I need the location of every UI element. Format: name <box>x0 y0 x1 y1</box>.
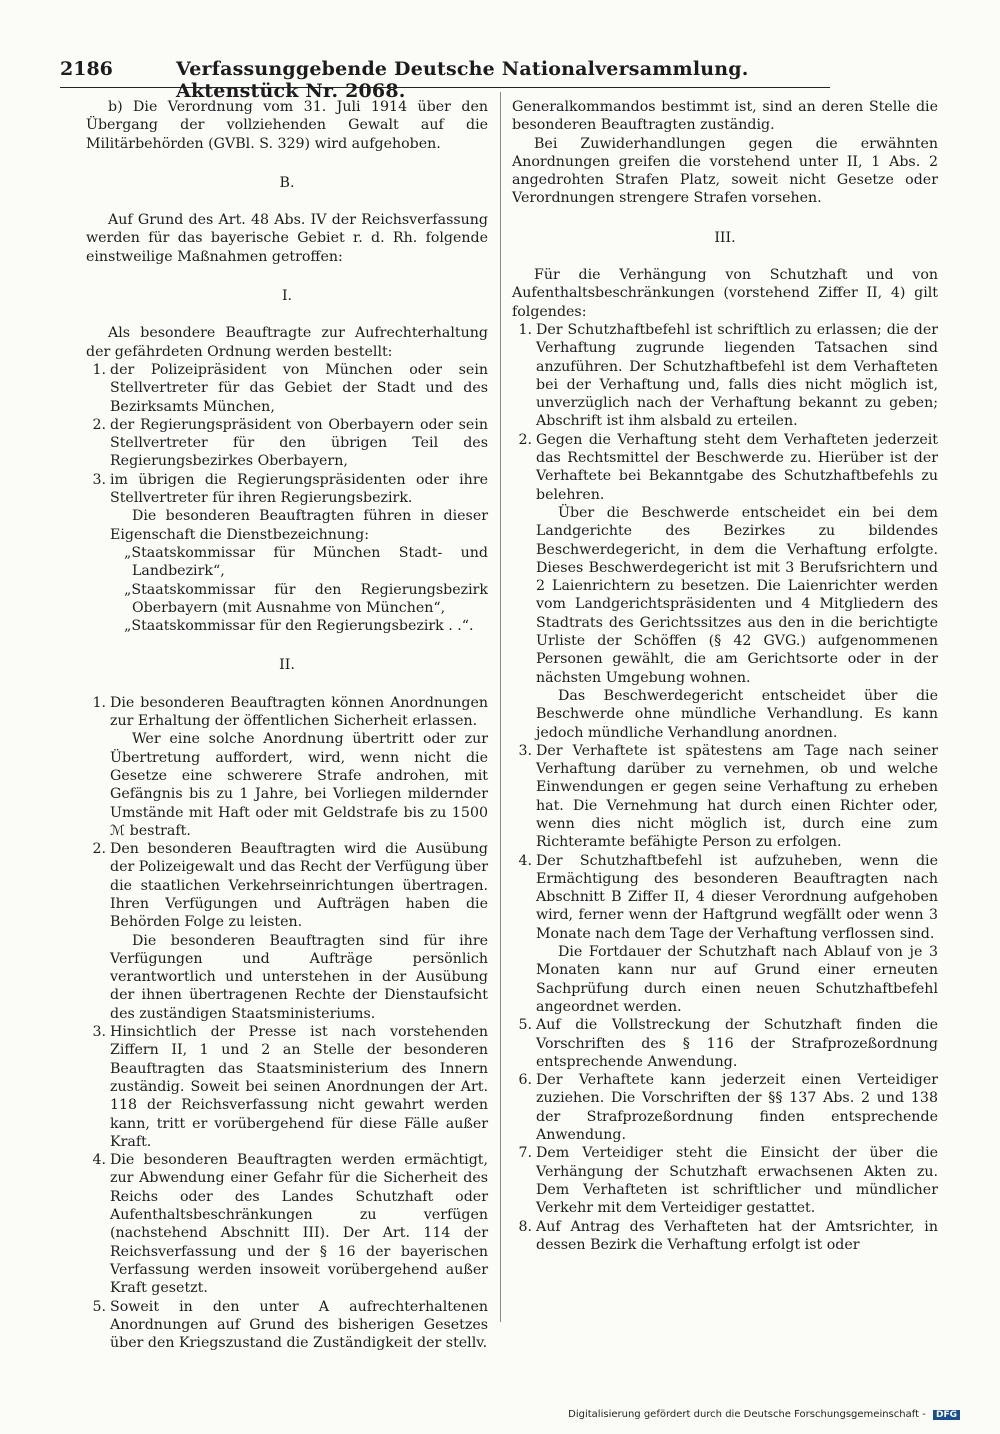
item-subparagraph: Die besonderen Beauftragten sind für ihre Verfügungen und Aufträge persönlich verantwortlich und unterstehen in der Ausübung der ihnen übertragenen Rechte der Dienstaufsicht des zuständigen Staatsministeriums. <box>110 932 488 1022</box>
item-text: Der Schutzhaftbefehl ist aufzuheben, wenn die Ermächtigung des besonderen Beauftragten nach Abschnitt B Ziffer II, 4 dieser Verordnung aufgehoben wird, ferner wenn der Haftgrund wegfällt oder wenn 3 Monate nach dem Tage der Verhaftung verflossen sind. <box>536 852 938 942</box>
continuation-subparagraph: Bei Zuwiderhandlungen gegen die erwähnten Anordnungen greifen die vorstehend unter II, 1 Abs. 2 angedrohten Strafen Platz, soweit nicht Gesetze oder Verordnungen strengere Strafen vorsehen. <box>512 135 938 207</box>
list-item <box>86 361 488 416</box>
dfg-logo: DFG <box>933 1410 960 1420</box>
list-item <box>512 1016 938 1071</box>
item-text: Hinsichtlich der Presse ist nach vorstehenden Ziffern II, 1 und 2 an Stelle der besonderen Beauftragten das Staatsministerium des Innern zuständig. Soweit bei seinen Anordnungen der Art. 118 der Reichsverfassung nicht gewahrt werden kann, tritt er vorübergehend für diese Fälle außer Kraft. <box>110 1024 488 1150</box>
item-number: 7. <box>518 1145 532 1162</box>
item-text: Der Verhaftete kann jederzeit einen Verteidiger zuziehen. Die Vorschriften der §§ 137 Abs. 2 und 138 der Strafprozeßordnung finden entsprechende Anwendung. <box>536 1072 938 1144</box>
item-number: 2. <box>518 431 532 448</box>
continuation-paragraph: Generalkommandos bestimmt ist, sind an deren Stelle die besonderen Beauftragten zuständig. <box>512 99 938 134</box>
item-number: 4. <box>518 852 532 869</box>
item-text: der Polizeipräsident von München oder sein Stellvertreter für das Gebiet der Stadt und des Bezirksamts München, <box>110 361 488 415</box>
item-text: Auf die Vollstreckung der Schutzhaft finden die Vorschriften des § 116 der Strafprozeßordnung entsprechende Anwendung. <box>536 1017 938 1070</box>
item-number: 8. <box>518 1218 532 1235</box>
page-number: 2186 <box>60 58 113 80</box>
footer-text: Digitalisierung gefördert durch die Deutsche Forschungsgemeinschaft - <box>568 1409 926 1420</box>
item-text: Der Verhaftete ist spätestens am Tage nach seiner Verhaftung darüber zu vernehmen, ob und welche Einwendungen er gegen seine Verhaftung zu erheben hat. Die Vernehmung hat durch einen Richter oder, wenn dies nicht möglich ist, durch eine zum Richteramte befähigte Person zu erfolgen. <box>536 742 938 851</box>
item-subparagraph: Die besonderen Beauftragten führen in dieser Eigenschaft die Dienstbezeichnung: <box>110 508 488 543</box>
item-number: 3. <box>92 471 106 488</box>
list-item <box>512 1218 938 1255</box>
item-number: 6. <box>518 1072 532 1089</box>
intro-paragraph: b) Die Verordnung vom 31. Juli 1914 über den Übergang der vollziehenden Gewalt auf die Militärbehörden (GVBl. S. 329) wird aufgehoben. <box>86 99 488 152</box>
list-item <box>86 840 488 1023</box>
item-text: Die besonderen Beauftragten werden ermächtigt, zur Abwendung einer Gefahr für die Sicherheit des Reichs oder des Landes Schutzhaft oder Aufenthaltsbeschränkungen zu verfügen (nachstehend Abschnitt III). Der Art. 114 der Reichsverfassung und der § 16 der bayerischen Verfassung werden insoweit vorübergehend außer Kraft gesetzt. <box>110 1152 488 1297</box>
quote-line: „Staatskommissar für den Regierungsbezirk Oberbayern (mit Ausnahme von München“, <box>124 581 488 616</box>
item-subparagraph: Die Fortdauer der Schutzhaft nach Ablauf von je 3 Monaten kann nur auf Grund einer erneuten Sachprüfung durch einen neuen Schutzhaftbefehl angeordnet werden. <box>536 944 938 1015</box>
list-item <box>512 321 938 431</box>
running-title: Verfassunggebende Deutsche Nationalversammlung. Aktenstück Nr. 2068. <box>176 58 749 102</box>
item-number: 2. <box>92 841 106 858</box>
list-item <box>86 416 488 471</box>
item-text: der Regierungspräsident von Oberbayern oder sein Stellvertreter für den übrigen Teil des Regierungsbezirkes Oberbayern, <box>110 416 488 470</box>
item-number: 2. <box>92 416 106 433</box>
item-text: Auf Antrag des Verhafteten hat der Amtsrichter, in dessen Bezirk die Verhaftung erfolgt ist oder <box>536 1218 938 1253</box>
item-number: 4. <box>92 1152 106 1169</box>
header-rule <box>60 87 830 88</box>
page-header <box>60 58 830 102</box>
section-heading-ii: II. <box>279 657 295 674</box>
section-heading-b: B. <box>279 174 295 191</box>
list-item <box>512 1071 938 1144</box>
item-number: 1. <box>92 694 106 711</box>
item-text: Dem Verteidiger steht die Einsicht der über die Verhängung der Schutzhaft erwachsenen Akten zu. Dem Verhafteten ist schriftlicher und mündlicher Verkehr mit dem Verteidiger gestattet. <box>536 1145 938 1217</box>
digitization-footer <box>568 1409 960 1420</box>
list-item <box>86 471 488 544</box>
column-divider <box>500 92 501 1322</box>
quote-line: „Staatskommissar für München Stadt- und Landbezirk“, <box>124 544 488 580</box>
right-column <box>512 98 938 1254</box>
item-number: 1. <box>518 321 532 338</box>
list-item <box>512 431 938 742</box>
item-subparagraph: Über die Beschwerde entscheidet ein bei dem Landgerichte des Bezirkes zu bildendes Beschwerdegericht, in dem die Verhaftung erfolgte. Dieses Beschwerdegericht ist mit 3 Berufsrichtern und 2 Laienrichtern zu besetzen. Die Laienrichter werden vom Landgerichtspräsidenten und 4 Mitgliedern des Stadtrats des Gerichtssitzes aus den in die berichtigte Urliste der Schöffen (§ 42 GVG.) aufgenommenen Personen gewählt, die am Gerichtsorte oder in der nächsten Umgebung wohnen. <box>536 504 938 686</box>
quote-line: „Staatskommissar für den Regierungsbezirk . .“. <box>124 618 474 635</box>
list-item <box>512 742 938 852</box>
item-text: Soweit in den unter A aufrechterhaltenen Anordnungen auf Grund des bisherigen Gesetzes über den Kriegszustand die Zuständigkeit der stellv. <box>110 1298 488 1352</box>
item-text: Gegen die Verhaftung steht dem Verhafteten jederzeit das Rechtsmittel der Beschwerde zu. Hierüber ist der Verhaftete bei Bekanntgabe des Schutzhaftbefehls zu belehren. <box>536 431 938 503</box>
section-i-text: Als besondere Beauftragte zur Aufrechterhaltung der gefährdeten Ordnung werden bestellt: <box>86 325 488 360</box>
section-heading-i: I. <box>281 288 293 305</box>
item-text: Den besonderen Beauftragten wird die Ausübung der Polizeigewalt und das Recht der Verfügung über die staatlichen Verkehrseinrichtungen übertragen. Ihren Verfügungen und Aufträgen haben die Behörden Folge zu leisten. <box>110 841 488 931</box>
list-item <box>86 694 488 840</box>
item-number: 3. <box>518 742 532 759</box>
left-column <box>86 98 488 1352</box>
item-text: Der Schutzhaftbefehl ist schriftlich zu erlassen; die der Verhaftung zugrunde liegenden Tatsachen sind anzuführen. Der Schutzhaftbefehl ist dem Verhafteten bei der Verhaftung und, falls dies nicht möglich ist, unverzüglich nach der Verhaftung bekannt zu geben; Abschrift ist ihm alsbald zu erteilen. <box>536 321 938 430</box>
item-text: im übrigen die Regierungspräsidenten oder ihre Stellvertreter für ihren Regierungsbezirk. <box>110 471 488 507</box>
item-subparagraph: Das Beschwerdegericht entscheidet über die Beschwerde ohne mündliche Verhandlung. Es kann jedoch mündliche Verhandlung anordnen. <box>536 687 938 741</box>
item-number: 5. <box>518 1017 532 1034</box>
section-iii-text: Für die Verhängung von Schutzhaft und von Aufenthaltsbeschränkungen (vorstehend Ziffer II, 4) gilt folgendes: <box>512 267 938 320</box>
item-number: 3. <box>92 1024 106 1041</box>
list-item <box>512 852 938 1017</box>
item-text: Die besonderen Beauftragten können Anordnungen zur Erhaltung der öffentlichen Sicherheit erlassen. <box>110 694 488 730</box>
list-item <box>86 1151 488 1297</box>
section-b-text: Auf Grund des Art. 48 Abs. IV der Reichsverfassung werden für das bayerische Gebiet r. d. Rh. folgende einstweilige Maßnahmen getroffen: <box>86 212 488 265</box>
list-item <box>86 1023 488 1151</box>
item-number: 5. <box>92 1298 106 1315</box>
list-item <box>512 1144 938 1217</box>
section-heading-iii: III. <box>714 229 736 246</box>
designation-quotes <box>86 544 488 635</box>
item-number: 1. <box>92 361 106 378</box>
list-item <box>86 1298 488 1353</box>
item-subparagraph: Wer eine solche Anordnung übertritt oder zur Übertretung auffordert, wird, wenn nicht die Gesetze eine schwerere Strafe androhen, mit Gefängnis bis zu 1 Jahre, bei Vorliegen mildernder Umstände mit Haft oder mit Geldstrafe bis zu 1500 ℳ bestraft. <box>110 731 488 839</box>
